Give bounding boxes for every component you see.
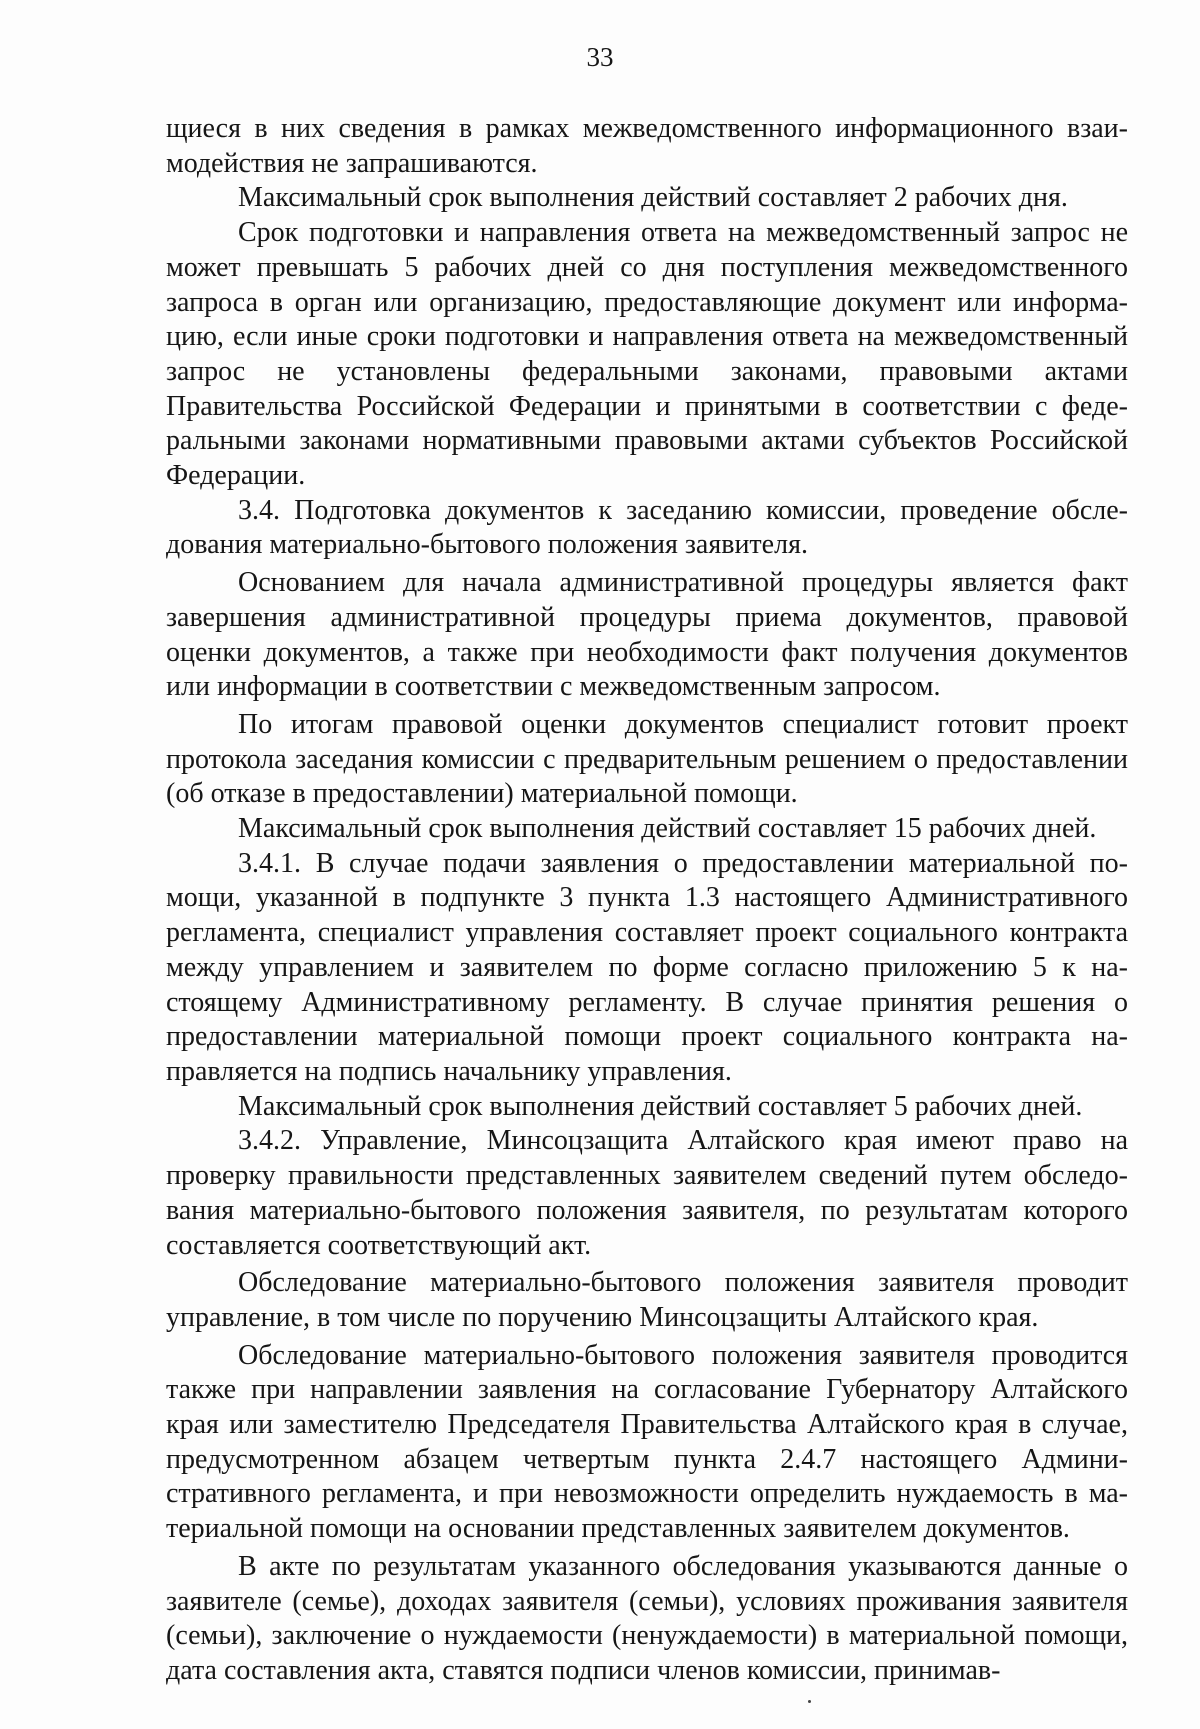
section-3-4-2: 3.4.2. Управление, Минсоцзащита Алтайского края имеют право на проверку правильности представленных заявителем сведений путем обследования материально-бытового положения заявителя, по результатам которого составляется соответствующий акт.: [166, 1125, 1128, 1261]
paragraph-inspection-by-department: Обследование материально-бытового положения заявителя проводит управление, в том числе по поручению Минсоцзащиты Алтайского края.: [166, 1267, 1128, 1333]
page-number: 33: [586, 42, 614, 72]
document-body: [166, 112, 1128, 1689]
paragraph-continuation: щиеся в них сведения в рамках межведомственного информационного взаимодействия не запрашиваются.: [166, 113, 1128, 179]
section-3-4-1: 3.4.1. В случае подачи заявления о предоставлении материальной помощи, указанной в подпункте 3 пункта 1.3 настоящего Административного регламента, специалист управления составляет проект социального контракта между управлением и заявителем по форме согласно приложению 5 к настоящему Административному регламенту. В случае принятия решения о предоставлении материальной помощи проект социального контракта направляется на подпись начальнику управления.: [166, 847, 1128, 1087]
paragraph-interagency-response-term: Срок подготовки и направления ответа на межведомственный запрос не может превышать 5 рабочих дней со дня поступления межведомственного запроса в орган или организацию, предоставляющие документ или информацию, если иные сроки подготовки и направления ответа на межведомственный запрос не установлены федеральными законами, правовыми актами Правительства Российской Федерации и принятыми в соответствии с федеральными законами нормативными правовыми актами субъектов Российской Федерации.: [166, 217, 1128, 492]
paragraph-deadline-15-days: Максимальный срок выполнения действий составляет 15 рабочих дней.: [238, 813, 1097, 845]
paragraph-deadline-5-days: Максимальный срок выполнения действий составляет 5 рабочих дней.: [238, 1090, 1083, 1122]
paragraph-protocol-draft: По итогам правовой оценки документов специалист готовит проект протокола заседания комиссии с предварительным решением о предоставлении (об отказе в предоставлении) материальной помощи.: [166, 708, 1128, 810]
paragraph-inspection-act-contents: В акте по результатам указанного обследования указываются данные о заявителе (семье), доходах заявителя (семьи), условиях проживания заявителя (семьи), заключение о нуждаемости (ненуждаемости) в материальной помощи, дата составления акта, ставятся подписи членов комиссии, принимав-: [166, 1550, 1128, 1686]
paragraph-procedure-basis: Основанием для начала административной процедуры является факт завершения административной процедуры приема документов, правовой оценки документов, а также при необходимости факт получения документов или информации в соответствии с межведомственным запросом.: [166, 567, 1128, 703]
section-heading-3-4: 3.4. Подготовка документов к заседанию комиссии, проведение обследования материально-бытового положения заявителя.: [166, 494, 1128, 561]
scan-speck: [808, 1700, 811, 1703]
paragraph-deadline-2-days: Максимальный срок выполнения действий составляет 2 рабочих дня.: [238, 182, 1068, 214]
paragraph-inspection-on-approval: Обследование материально-бытового положения заявителя проводится также при направлении заявления на согласование Губернатору Алтайского края или заместителю Председателя Правительства Алтайского края в случае, предусмотренном абзацем четвертым пункта 2.4.7 настоящего Административного регламента, и при невозможности определить нуждаемость в материальной помощи на основании представленных заявителем документов.: [166, 1339, 1128, 1545]
